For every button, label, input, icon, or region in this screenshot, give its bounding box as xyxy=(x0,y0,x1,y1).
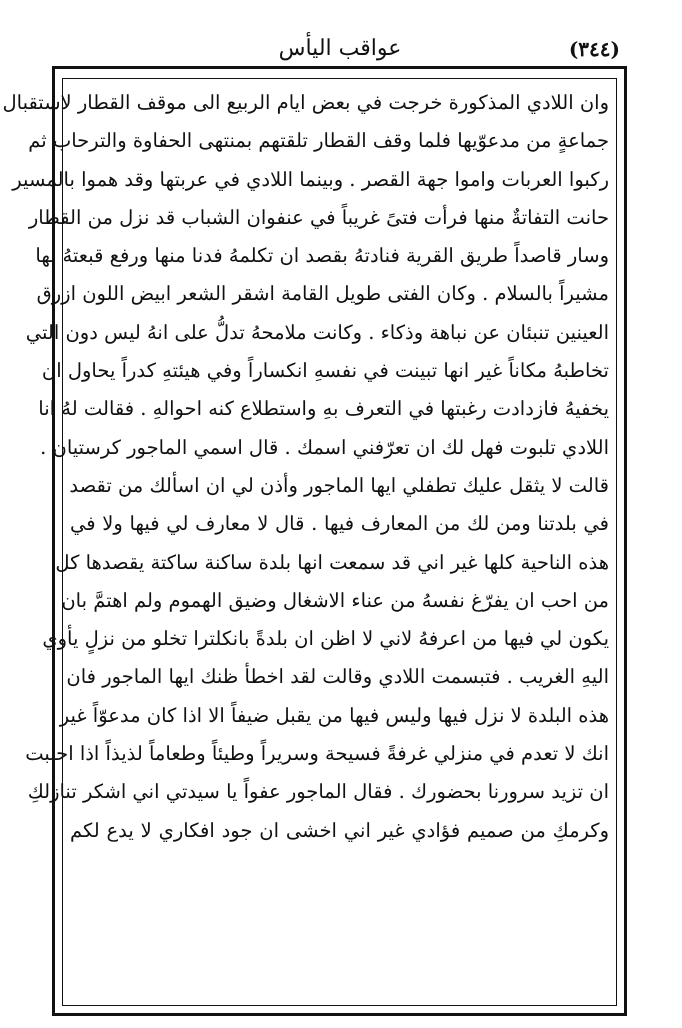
text-line: يكون لي فيها من اعرفهُ لاني لا اظن ان بلدةً بانكلترا تخلو من نزلٍ يأوي xyxy=(42,627,609,651)
text-line: وان اللادي المذكورة خرجت في بعض ايام الربيع الى موقف القطار لاستقبال xyxy=(2,91,609,114)
text-line: قالت لا يثقل عليك تطفلي ايها الماجور وأذن لي ان اسألك من تقصد xyxy=(69,473,609,497)
body-text xyxy=(2,84,609,1004)
text-line: من احب ان يفرّغ نفسهُ من عناء الاشغال وضيق الهموم ولم اهتمَّ بان xyxy=(61,588,609,612)
text-line: هذه الناحية كلها غير اني قد سمعت انها بلدة ساكنة ساكتة يقصدها كل xyxy=(55,550,609,574)
text-line: جماعةٍ من مدعوّيها فلما وقف القطار تلقتهم بمنتهى الحفاوة والترحاب ثم xyxy=(28,129,609,153)
running-title: عواقب اليأس xyxy=(278,36,402,61)
text-line: انك لا تعدم في منزلي غرفةً فسيحة وسريراً وطيئاً وطعاماً لذيذاً اذا احببت xyxy=(25,742,609,766)
text-line: تخاطبهُ مكاناً غير انها تبينت في نفسهِ انكساراً وفي هيئتهِ كدراً يحاول ان xyxy=(41,359,609,383)
text-line: يخفيهُ فازدادت رغبتها في التعرف بهِ واستطلاع كنه احوالهِ . فقالت لهُ انا xyxy=(38,397,609,421)
text-line: العينين تنبئان عن نباهة وذكاء . وكانت ملامحهُ تدلُّ على انهُ ليس دون التي xyxy=(25,320,609,344)
text-line: وسار قاصداً طريق القرية فنادتهُ بقصد ان تكلمهُ فدنا منها ورفع قبعتهُ لها xyxy=(35,244,609,268)
page-number: (٣٤٤) xyxy=(568,37,620,61)
text-line: هذه البلدة لا نزل فيها وليس فيها من يقبل ضيفاً الا اذا كان مدعوّاً غير xyxy=(59,703,609,727)
text-line: مشيراً بالسلام . وكان الفتى طويل القامة اشقر الشعر ابيض اللون ازرق xyxy=(36,282,609,306)
text-line: وكرمكِ من صميم فؤادي غير اني اخشى ان جود افكاري لا يدع لكم xyxy=(70,818,609,842)
page-header xyxy=(60,34,620,64)
text-line: حانت التفاتةٌ منها فرأت فتىً غريباً في عنفوان الشباب قد نزل من القطار xyxy=(28,205,609,229)
text-line: في بلدتنا ومن لك من المعارف فيها . قال لا معارف لي فيها ولا في xyxy=(70,512,609,536)
text-line: ركبوا العربات واموا جهة القصر . وبينما اللادي في عربتها وقد هموا بالمسير xyxy=(12,167,609,191)
text-line: ان تزيد سرورنا بحضورك . فقال الماجور عفواً يا سيدتي اني اشكر تنازلكِ xyxy=(27,780,609,804)
text-line: اليهِ الغريب . فتبسمت اللادي وقالت لقد اخطأ ظنك ايها الماجور فان xyxy=(66,665,609,689)
text-line: اللادي تلبوت فهل لك ان تعرّفني اسمك . قال اسمي الماجور كرستيان . xyxy=(40,435,609,459)
